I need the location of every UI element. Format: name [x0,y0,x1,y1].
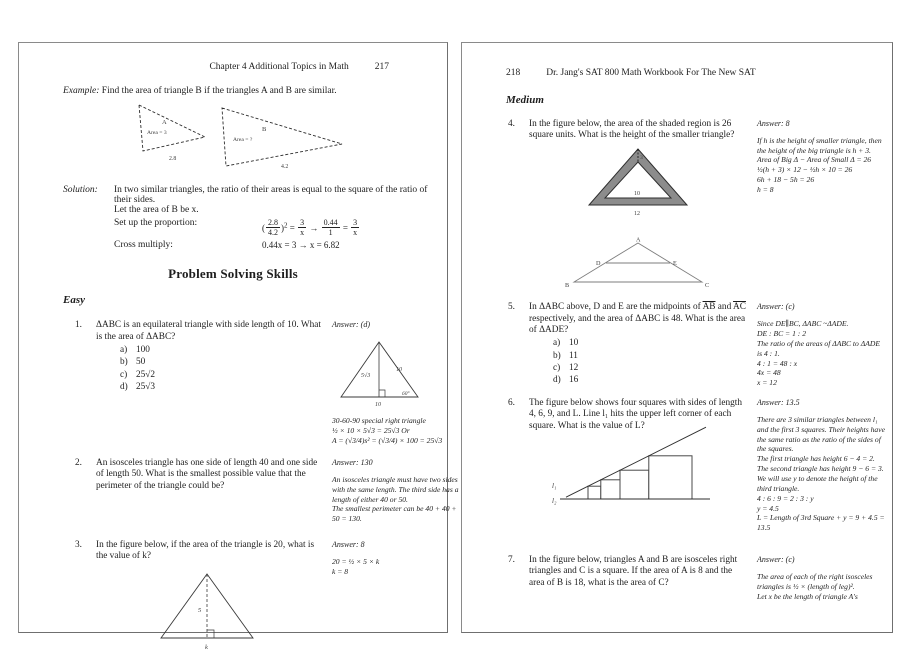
square-2 [601,480,620,499]
solution-line-2: Let the area of B be x. [114,205,199,215]
problem-7-answer-col [757,555,885,601]
problem-7-text: In the figure below, triangles A and B are isosceles right triangles and C is a square. If the area of A is 8 and the area of B is 18, what is the area of C? [529,555,738,588]
problem-5 [462,302,892,388]
base-label: k [205,643,208,651]
solution-line-1: In two similar triangles, the ratio of their areas is equal to the square of the ratio of their sides. [114,185,428,205]
four-squares-figure [538,435,738,507]
f-eq1: = [289,222,295,233]
choice-b: b) 50 [120,357,146,368]
gap-label: 3 [639,154,643,161]
difficulty-easy: Easy [63,294,85,307]
triangle-b-label: B [262,126,267,133]
problem-7-explanation: The area of each of the right isosceles triangles is ½ × (length of leg)². Let x be the length of triangle A's [757,571,873,601]
solution-body [114,185,444,250]
difficulty-medium: Medium [506,94,544,106]
f-eq2: = [342,222,348,233]
problem-2-explanation: An isosceles triangle must have two sides with the same length. The third side has a length of either 40 or 50. The smallest perimeter can be 40 + 40 + 50 = 130. [332,474,459,524]
choice-a: a) 100 [120,345,150,356]
problem-3-text: In the figure below, if the area of the triangle is 20, what is the value of k? [96,540,315,562]
fraction-4: $\frac{3}{x}$ [353,218,358,238]
solution-step-1 [114,218,444,237]
equilateral-triangle-figure [332,337,427,412]
section-title: Problem Solving Skills [168,266,298,282]
example-block [63,86,413,96]
f-open: ( [262,222,265,233]
problem-7-answer: Answer: (c) [757,555,795,565]
example-figure [129,100,447,179]
shaded-triangles-figure [581,145,696,221]
l2-label: l₂ [552,497,557,506]
problem-3-number: 3. [75,540,82,551]
problem-6-explanation: There are 3 similar triangles between l₁ and the first 3 squares. Their heights have the same ratio as the ratio of the sides of the squares. The first triangle has height 6 − 4 = 2. The second triangle has height 9 − 6 = 3. We will use y to denote the height of the third triangle. 4 : 6 : 9 = 2 : 3 : y y = 4.5 L = Length of 3rd Square + y = 9 + 4.5 = 13.5 [757,414,885,533]
triangle-b-side-label: 4.2 [281,164,289,170]
problem-3 [19,540,447,656]
example-text: Find the area of triangle B if the triangles A and B are similar. [99,86,337,96]
choice-d: d) 25√3 [120,382,156,393]
problem-1-number: 1. [75,320,82,331]
solution-label: Solution: [63,185,98,195]
vertex-e-label: E [673,259,677,267]
problem-4-text: In the figure below, the area of the shaded region is 26 square units. What is the height of the smaller triangle? [529,119,735,141]
f-arrow: → [309,222,319,233]
problem-6-answer-col [757,398,885,533]
angle-label: 60° [402,391,410,398]
solution-step-2 [114,240,444,250]
height-label: 5 [198,606,202,614]
triangle-abc-figure-wrap [529,235,747,293]
problem-1-answer-col [332,320,460,446]
problem-6 [462,398,892,533]
choice-a: a) 10 [553,338,579,349]
side-label: 10 [396,367,402,374]
triangle-a-shape [139,105,205,151]
problem-2-text: An isosceles triangle has one side of length 40 and one side of length 50. What is the smallest possible value that the perimeter of the triangle could be? [96,458,318,491]
triangle-k-figure [149,566,269,652]
problem-5-choices [529,338,747,386]
problem-2 [19,458,459,524]
problem-5-text-area [529,302,747,388]
right-angle-mark [379,390,385,397]
problem-7-number: 7. [508,555,515,566]
square-3 [620,470,649,499]
problem-2-answer: Answer: 130 [332,458,373,468]
problem-3-text-area [96,540,322,656]
vertex-d-label: D [596,259,601,267]
page-left-217 [18,42,459,651]
choice-c: c) 25√2 [120,369,156,380]
problem-4-answer: Answer: 8 [757,119,790,128]
choice-d: d) 16 [553,375,579,386]
triangle-a-side-label: 2.8 [169,156,177,162]
base-label: 10 [375,402,381,409]
problem-5-answer: Answer: (c) [757,302,795,312]
fraction-3: $\frac{0.44}{1}$ [323,218,338,238]
f-close: ) [281,222,284,233]
chapter-title: Chapter 4 Additional Topics in Math [209,62,349,72]
running-header-left [19,62,447,72]
problem-2-answer-col [332,458,460,524]
proportion-formula [262,218,360,237]
book-title: Dr. Jang's SAT 800 Math Workbook For The New SAT [546,68,756,78]
problem-3-explanation: 20 = ½ × 5 × k k = 8 [332,556,380,576]
problem-3-figure-wrap [96,566,322,656]
vertex-b-label: B [565,281,570,289]
choice-c: c) 12 [553,362,579,373]
triangle-a-area-label: Area = 3 [147,130,167,136]
inner-base-label: 10 [633,190,640,197]
choice-b: b) 11 [553,350,578,361]
problem-2-number: 2. [75,458,82,469]
step2-label: Cross multiply: [114,240,173,251]
problem-1-answer: Answer: (d) [332,320,370,330]
problem-1 [19,320,447,446]
problem-6-text: The figure below shows four squares with sides of length 4, 6, 9, and L. Line l₁ hits the upper left corner of each square. What is the value of L? [529,398,743,431]
problem-5-text: In ΔABC above, D and E are the midpoints of $\overline{AB}$ and $\overline{AC}$ respectively, and the area of ΔABC is 48. What is the area of ΔADE? [529,302,746,335]
problem-7 [462,555,892,601]
f-exponent: 2 [284,221,288,230]
problem-4-number: 4. [508,119,515,129]
problem-4-figure-wrap [529,145,747,225]
page-right-218 [461,42,893,633]
problem-1-text: ΔABC is an equilateral triangle with side length of 10. What is the area of ΔABC? [96,320,322,342]
similar-triangles-figure [129,100,354,174]
problem-3-answer-col [332,540,460,656]
problem-6-number: 6. [508,398,515,409]
problem-1-explanation: 30-60-90 special right triangle ½ × 10 × 5√3 = 25√3 Or A = (√3/4)s² = (√3/4) × 100 = 25√3 [332,416,443,446]
vertex-c-label: C [705,281,710,289]
problem-6-text-area [529,398,747,533]
l1-label: l₁ [552,482,557,491]
segment-ac-overline: $\overline{AC}$ [733,302,746,313]
right-angle-mark [207,630,214,638]
running-header-right [462,68,892,78]
cross-multiply-formula: 0.44x = 3 → x = 6.82 [262,240,340,251]
triangle-abc-figure [558,235,718,289]
triangle-b-area-label: Area = ? [233,137,253,143]
problem-4-explanation: If h is the height of smaller triangle, then the height of the big triangle is h + 3. Area of Big Δ − Area of Small Δ = 26 ½(h + 3) × 12 − ½h × 10 = 26 6h + 18 − 5h = 26 h = 8 [757,135,882,195]
vertex-a-label: A [636,236,641,244]
example-label: Example: [63,86,100,96]
step1-label: Set up the proportion: [114,218,198,228]
problem-5-answer-col [757,302,885,388]
problem-1-text-area [96,320,322,446]
segment-ab-overline: $\overline{AB}$ [702,302,716,313]
problem-6-figure-wrap [529,435,747,511]
fraction-1: $\frac{2.8}{4.2}$ [268,218,278,238]
square-4 [649,456,692,499]
page-number: 217 [374,62,389,72]
problem-3-answer: Answer: 8 [332,540,365,550]
problem-4 [462,119,892,293]
outer-base-label: 12 [633,210,640,217]
problem-5-number: 5. [508,302,515,313]
page-number: 218 [506,68,521,78]
problem-4-answer-col [757,119,885,293]
triangle-a-label: A [162,119,167,126]
problem-6-answer: Answer: 13.5 [757,398,800,408]
problem-5-explanation: Since DE∥BC, ΔABC ~ΔADE. DE : BC = 1 : 2 The ratio of the areas of ΔABC to ΔADE is 4 : 1. 4 : 1 = 48 : x 4x = 48 x = 12 [757,319,880,388]
height-label: 5√3 [361,373,371,380]
solution-block [63,185,447,250]
fraction-2: $\frac{3}{x}$ [300,218,305,238]
square-1 [588,486,601,499]
problem-4-text-area [529,119,747,293]
problem-1-choices [96,345,322,393]
